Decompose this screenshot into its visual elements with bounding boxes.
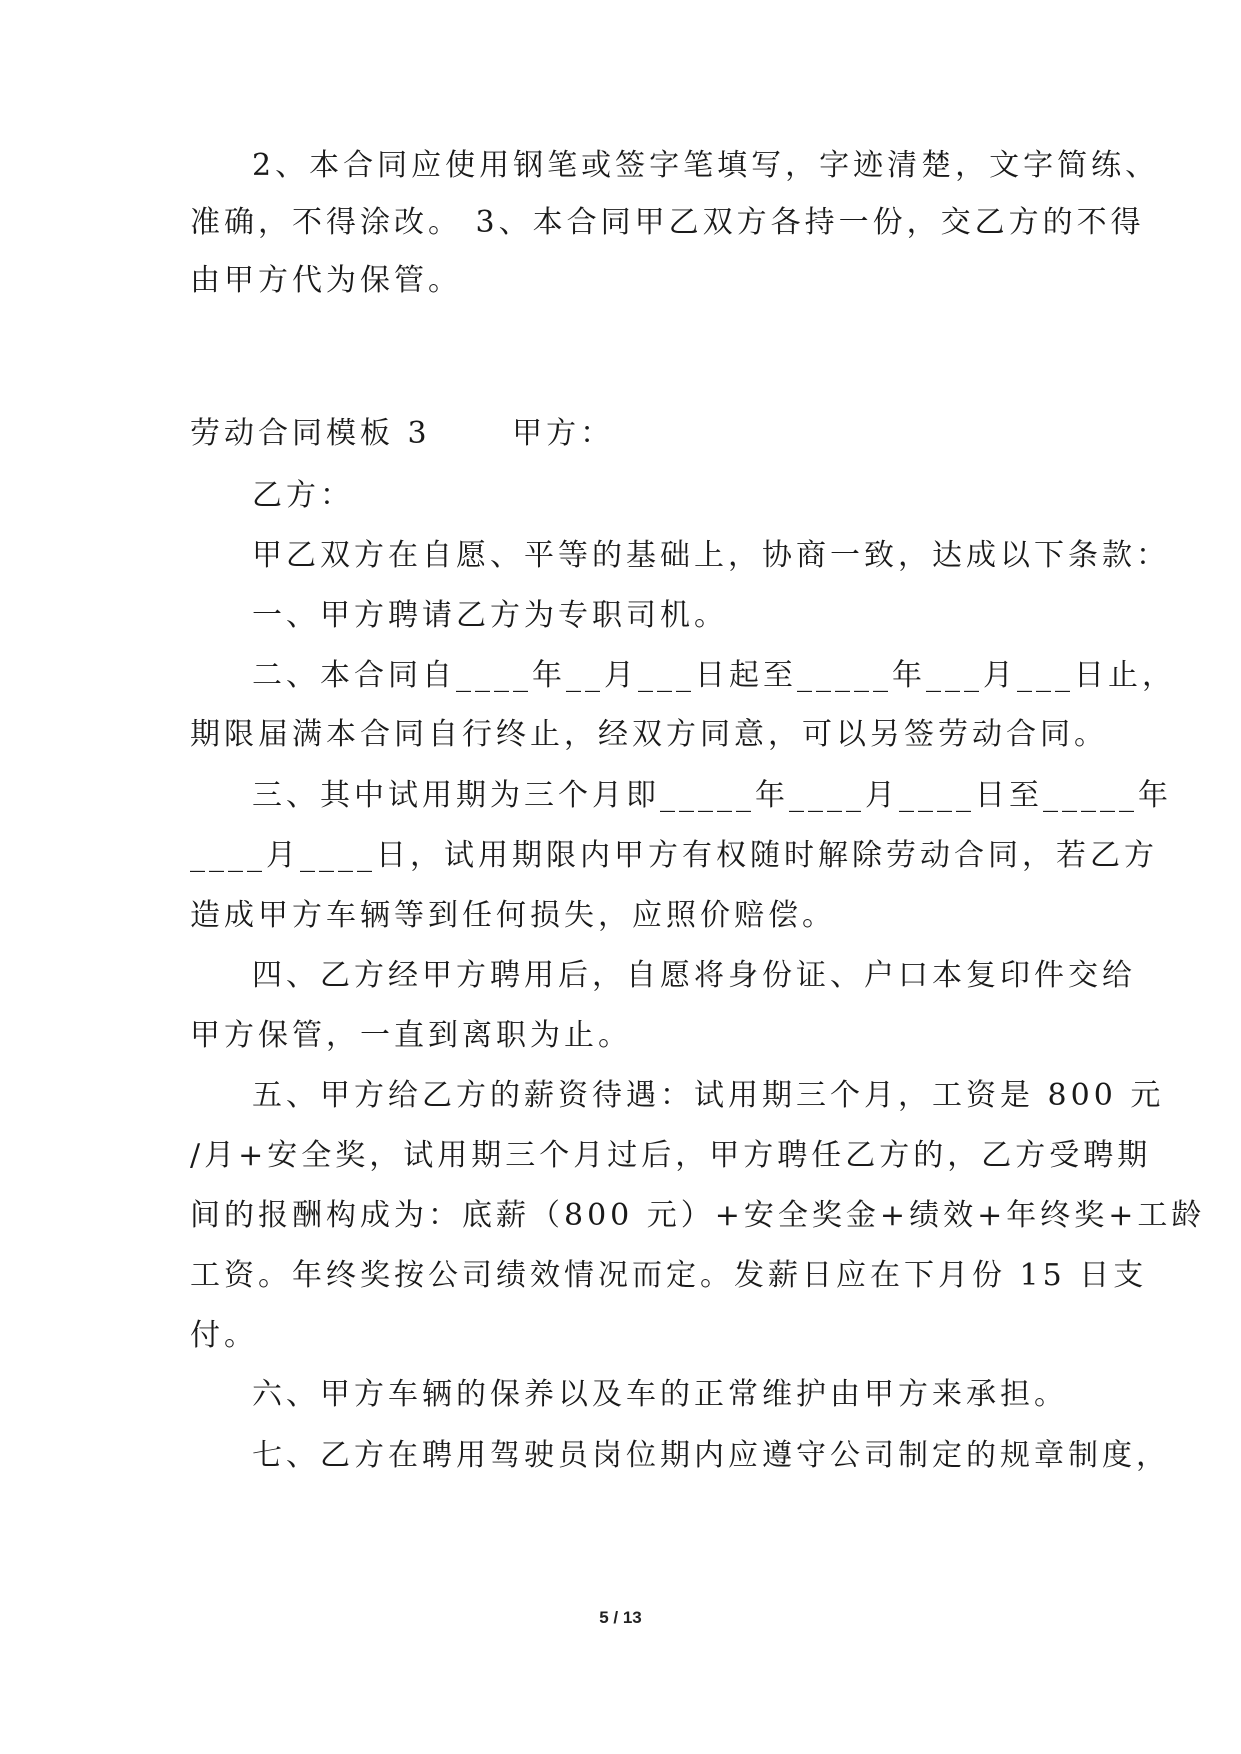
paragraph-line: 甲乙双方在自愿、平等的基础上，协商一致，达成以下条款： [252, 538, 1170, 573]
paragraph-line: 由甲方代为保管。 [190, 263, 462, 298]
paragraph-line: 付。 [190, 1318, 258, 1353]
paragraph-line: 准确，不得涂改。 3、本合同甲乙双方各持一份，交乙方的不得 [190, 205, 1145, 240]
paragraph-line: 五、甲方给乙方的薪资待遇：试用期三个月，工资是 800 元 [252, 1078, 1165, 1113]
page-number: 5 / 13 [599, 1608, 642, 1627]
paragraph-line: /月+安全奖，试用期三个月过后，甲方聘任乙方的，乙方受聘期 [190, 1138, 1152, 1173]
paragraph-line: 甲方保管，一直到离职为止。 [190, 1018, 632, 1053]
section-heading: 劳动合同模板 3 甲方： [190, 416, 615, 451]
paragraph-line: 期限届满本合同自行终止，经双方同意，可以另签劳动合同。 [190, 717, 1108, 752]
paragraph-line: 六、甲方车辆的保养以及车的正常维护由甲方来承担。 [252, 1377, 1068, 1412]
paragraph-line: 2、本合同应使用钢笔或签字笔填写，字迹清楚，文字简练、 [252, 148, 1160, 183]
paragraph-line: 工资。年终奖按公司绩效情况而定。发薪日应在下月份 15 日支 [190, 1258, 1148, 1293]
paragraph-line: 二、本合同自____年__月___日起至_____年___月___日止， [252, 658, 1176, 693]
paragraph-line: 四、乙方经甲方聘用后，自愿将身份证、户口本复印件交给 [252, 958, 1136, 993]
paragraph-line: 一、甲方聘请乙方为专职司机。 [252, 598, 728, 633]
paragraph-line: ____月____日，试用期限内甲方有权随时解除劳动合同，若乙方 [190, 838, 1158, 873]
paragraph-line: 造成甲方车辆等到任何损失，应照价赔偿。 [190, 898, 836, 933]
paragraph-line: 间的报酬构成为：底薪（800 元）+安全奖金+绩效+年终奖+工龄 [190, 1198, 1206, 1233]
paragraph-line: 七、乙方在聘用驾驶员岗位期内应遵守公司制定的规章制度， [252, 1438, 1170, 1473]
paragraph-line: 三、其中试用期为三个月即_____年____月____日至_____年 [252, 778, 1172, 813]
paragraph-line: 乙方： [252, 478, 354, 513]
